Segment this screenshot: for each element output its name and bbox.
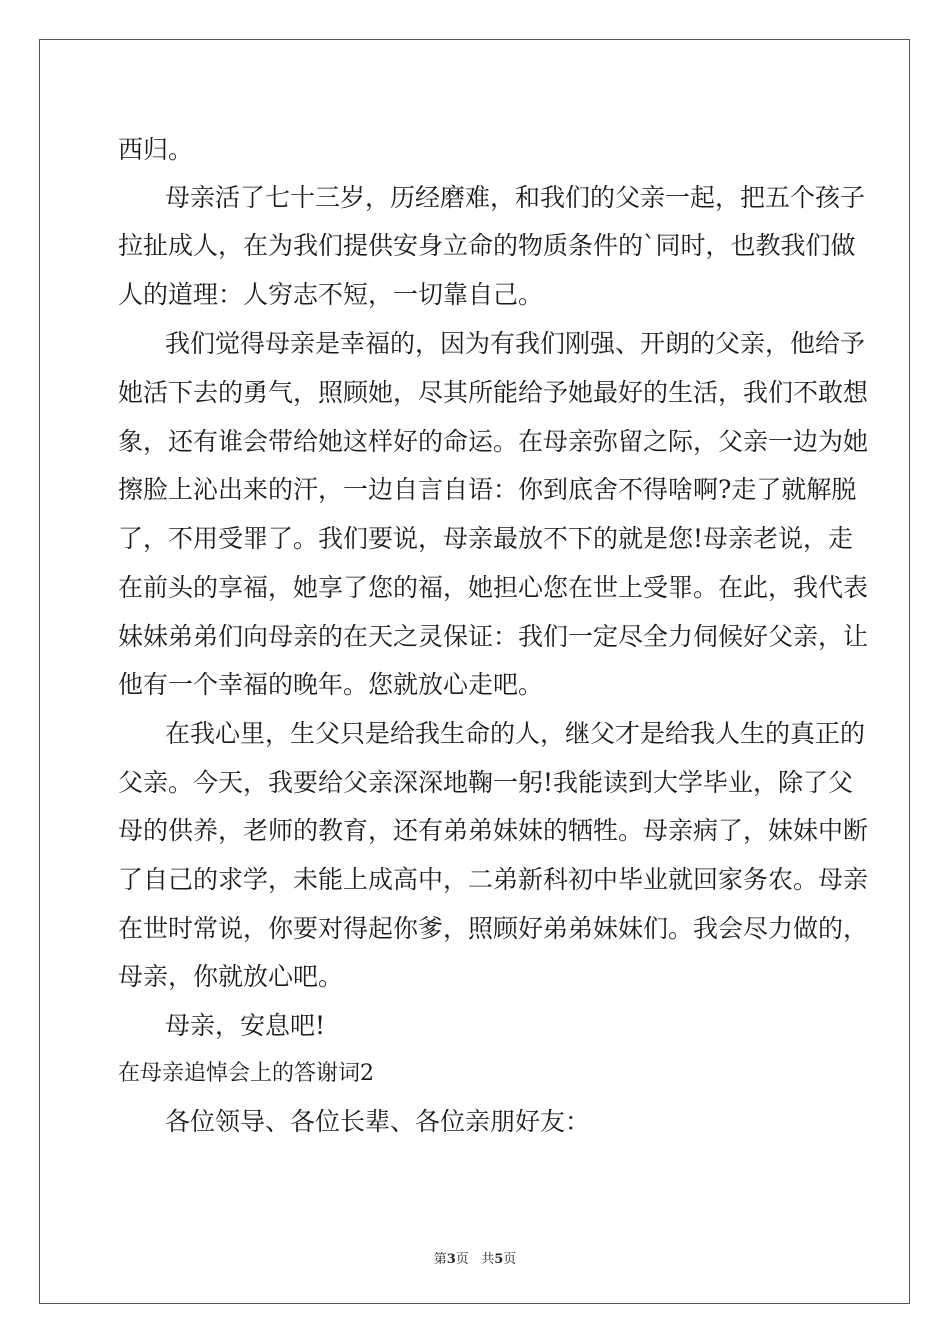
text-line: 象，还有谁会带给她这样好的命运。在母亲弥留之际，父亲一边为她 (118, 427, 869, 456)
text-line: 母亲，安息吧! (165, 1011, 326, 1040)
text-line: 各位领导、各位长辈、各位亲朋好友： (165, 1107, 591, 1136)
text-line: 西归。 (118, 135, 194, 164)
text-line: 母的供养，老师的教育，还有弟弟妹妹的牺牲。母亲病了，妹妹中断 (118, 816, 869, 845)
text-line: 人的道理：人穷志不短，一切靠自己。 (118, 280, 544, 309)
text-line: 在前头的享福，她享了您的福，她担心您在世上受罪。在此，我代表 (118, 573, 869, 602)
text-line: 了，不用受罪了。我们要说，母亲最放不下的就是您!母亲老说，走 (118, 524, 854, 553)
total-prefix: 共 (481, 1252, 495, 1267)
page-current: 3 (446, 1252, 456, 1267)
text-line: 他有一个幸福的晚年。您就放心走吧。 (118, 670, 544, 699)
text-line: 我们觉得母亲是幸福的，因为有我们刚强、开朗的父亲，他给予 (165, 329, 866, 358)
text-line: 母亲，你就放心吧。 (118, 962, 344, 991)
total-suffix: 页 (503, 1252, 517, 1267)
page-total: 5 (494, 1252, 504, 1267)
text-line: 她活下去的勇气，照顾她，尽其所能给予她最好的生活，我们不敢想 (118, 378, 869, 407)
text-line: 了自己的求学，未能上成高中，二弟新科初中毕业就回家务农。母亲 (118, 865, 869, 894)
text-line: 母亲活了七十三岁，历经磨难，和我们的父亲一起，把五个孩子 (165, 183, 866, 212)
page-suffix: 页 (455, 1252, 469, 1267)
text-line: 在世时常说，你要对得起你爹，照顾好弟弟妹妹们。我会尽力做的， (118, 914, 869, 943)
text-line: 擦脸上沁出来的汗，一边自言自语：你到底舍不得啥啊?走了就解脱 (118, 475, 857, 504)
text-line: 拉扯成人，在为我们提供安身立命的物质条件的`同时，也教我们做 (118, 231, 856, 260)
page-prefix: 第 (433, 1252, 447, 1267)
text-line: 父亲。今天，我要给父亲深深地鞠一躬!我能读到大学毕业，除了父 (118, 768, 854, 797)
text-line: 在我心里，生父只是给我生命的人，继父才是给我人生的真正的 (165, 719, 866, 748)
text-line: 妹妹弟弟们向母亲的在天之灵保证：我们一定尽全力伺候好父亲，让 (118, 622, 869, 651)
section-heading: 在母亲追悼会上的答谢词2 (118, 1061, 374, 1086)
page-footer (0, 1248, 950, 1267)
